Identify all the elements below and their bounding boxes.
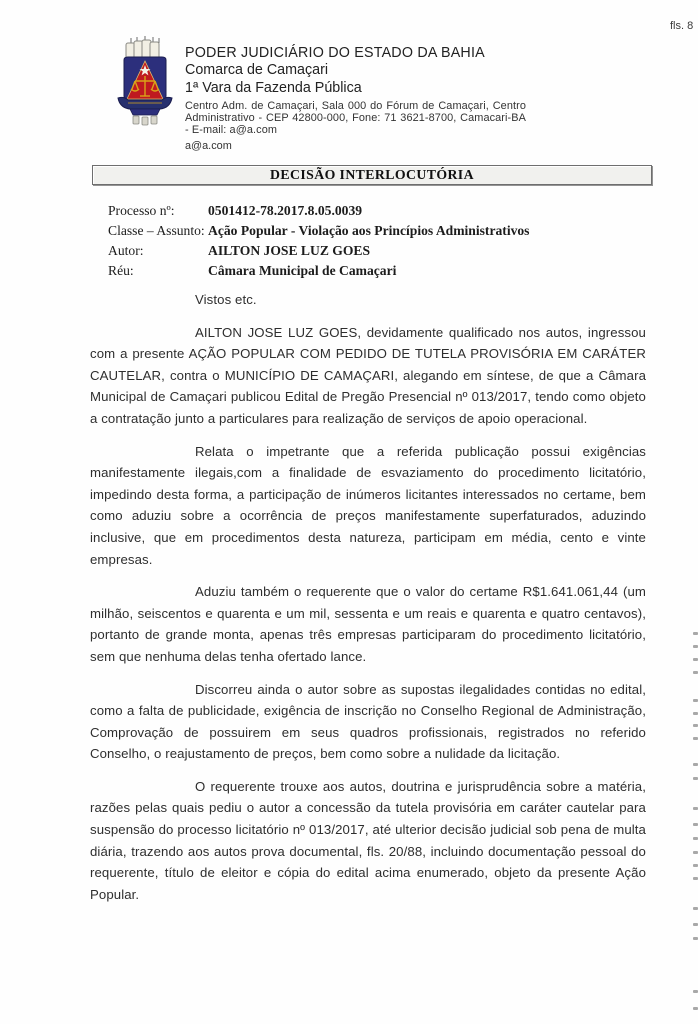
decision-paragraph: O requerente trouxe aos autos, doutrina e jurisprudência sobre a matéria, razões pelas quais pediu o autor a concessão da tutela provisória em caráter cautelar para suspensão do processo licitatório nº 013/2017, até ulterior decisão judicial sob pena de multa diária, trazendo aos autos prova documental, fls. 20/88, incluindo documentação pessoal do requerente, título de eleitor e cópia do edital acima enumerado, objeto da presente Ação Popular. [90,778,646,902]
district-name: Comarca de Camaçari [185,62,329,78]
letterhead [185,44,531,152]
bahia-judiciary-crest-icon [110,36,180,126]
decision-paragraph: Relata o impetrante que a referida publicação possui exigências manifestamente ilegais,com a finalidade de esvaziamento do procedimento licitatório, impedindo desta forma, a participação de inúmeros licitantes interessados no certame, bem como aduziu sobre a ocorrência de preços manifestamente superfaturados, aduzindo inclusive, que em procedimentos desta natureza, participam em média, cento e vinte empresas. [90,443,646,567]
case-field-value: 0501412-78.2017.8.05.0039 [208,203,363,218]
org-name: PODER JUDICIÁRIO DO ESTADO DA BAHIA [185,45,485,61]
decision-title: DECISÃO INTERLOCUTÓRIA [270,167,474,182]
folio-number: fls. 8 [670,20,694,32]
case-field-value: AILTON JOSE LUZ GOES [208,243,371,258]
case-field-row [108,221,529,241]
decision-paragraph: Vistos etc. [195,292,257,307]
court-name: 1ª Vara da Fazenda Pública [185,80,362,96]
case-field-label: Classe – Assunto: [108,223,205,238]
case-field-value: Ação Popular - Violação aos Princípios Administrativos [208,223,530,238]
case-field-row [108,201,529,221]
case-field-label: Réu: [108,263,134,278]
case-field-row [108,261,529,281]
case-info-block [108,201,529,281]
decision-paragraph: Discorreu ainda o autor sobre as supostas ilegalidades contidas no edital, como a falta de publicidade, exigência de inscrição no Conselho Regional de Administração, Comprovação de possuirem em seus quadros profissionais, registrados no referido Conselho, o reajustamento de preços, bem como sobre a nulidade da licitação. [90,681,646,762]
decision-paragraph: AILTON JOSE LUZ GOES, devidamente qualificado nos autos, ingressou com a presente AÇÃO POPULAR COM PEDIDO DE TUTELA PROVISÓRIA EM CARÁTER CAUTELAR, contra o MUNICÍPIO DE CAMAÇARI, alegando em síntese, de que a Câmara Municipal de Camaçari publicou Edital de Pregão Presencial nº 013/2017, tendo como objeto a contratação junto a particulares para realização de serviços de apoio operacional. [90,324,646,426]
decision-paragraph: Aduziu também o requerente que o valor do certame R$1.641.061,44 (um milhão, seiscentos e quarenta e um mil, sessenta e um reais e quarenta e quatro centavos), portanto de grande monta, apenas três empresas participaram do procedimento licitatório, sem que nenhuma delas tenha ofertado lance. [90,584,646,664]
case-field-value: Câmara Municipal de Camaçari [208,263,397,278]
case-field-label: Processo nº: [108,203,175,218]
decision-body [90,289,646,916]
case-field-label: Autor: [108,243,144,258]
court-email: a@a.com [185,140,232,153]
decision-title-box [92,165,652,185]
court-address: Centro Adm. de Camaçari, Sala 000 do Fórum de Camaçari, Centro Administrativo - CEP 42800-000, Fone: 71 3621-8700, Camacari-BA - E-mail: a@a.com [185,100,526,136]
case-field-row [108,241,529,261]
